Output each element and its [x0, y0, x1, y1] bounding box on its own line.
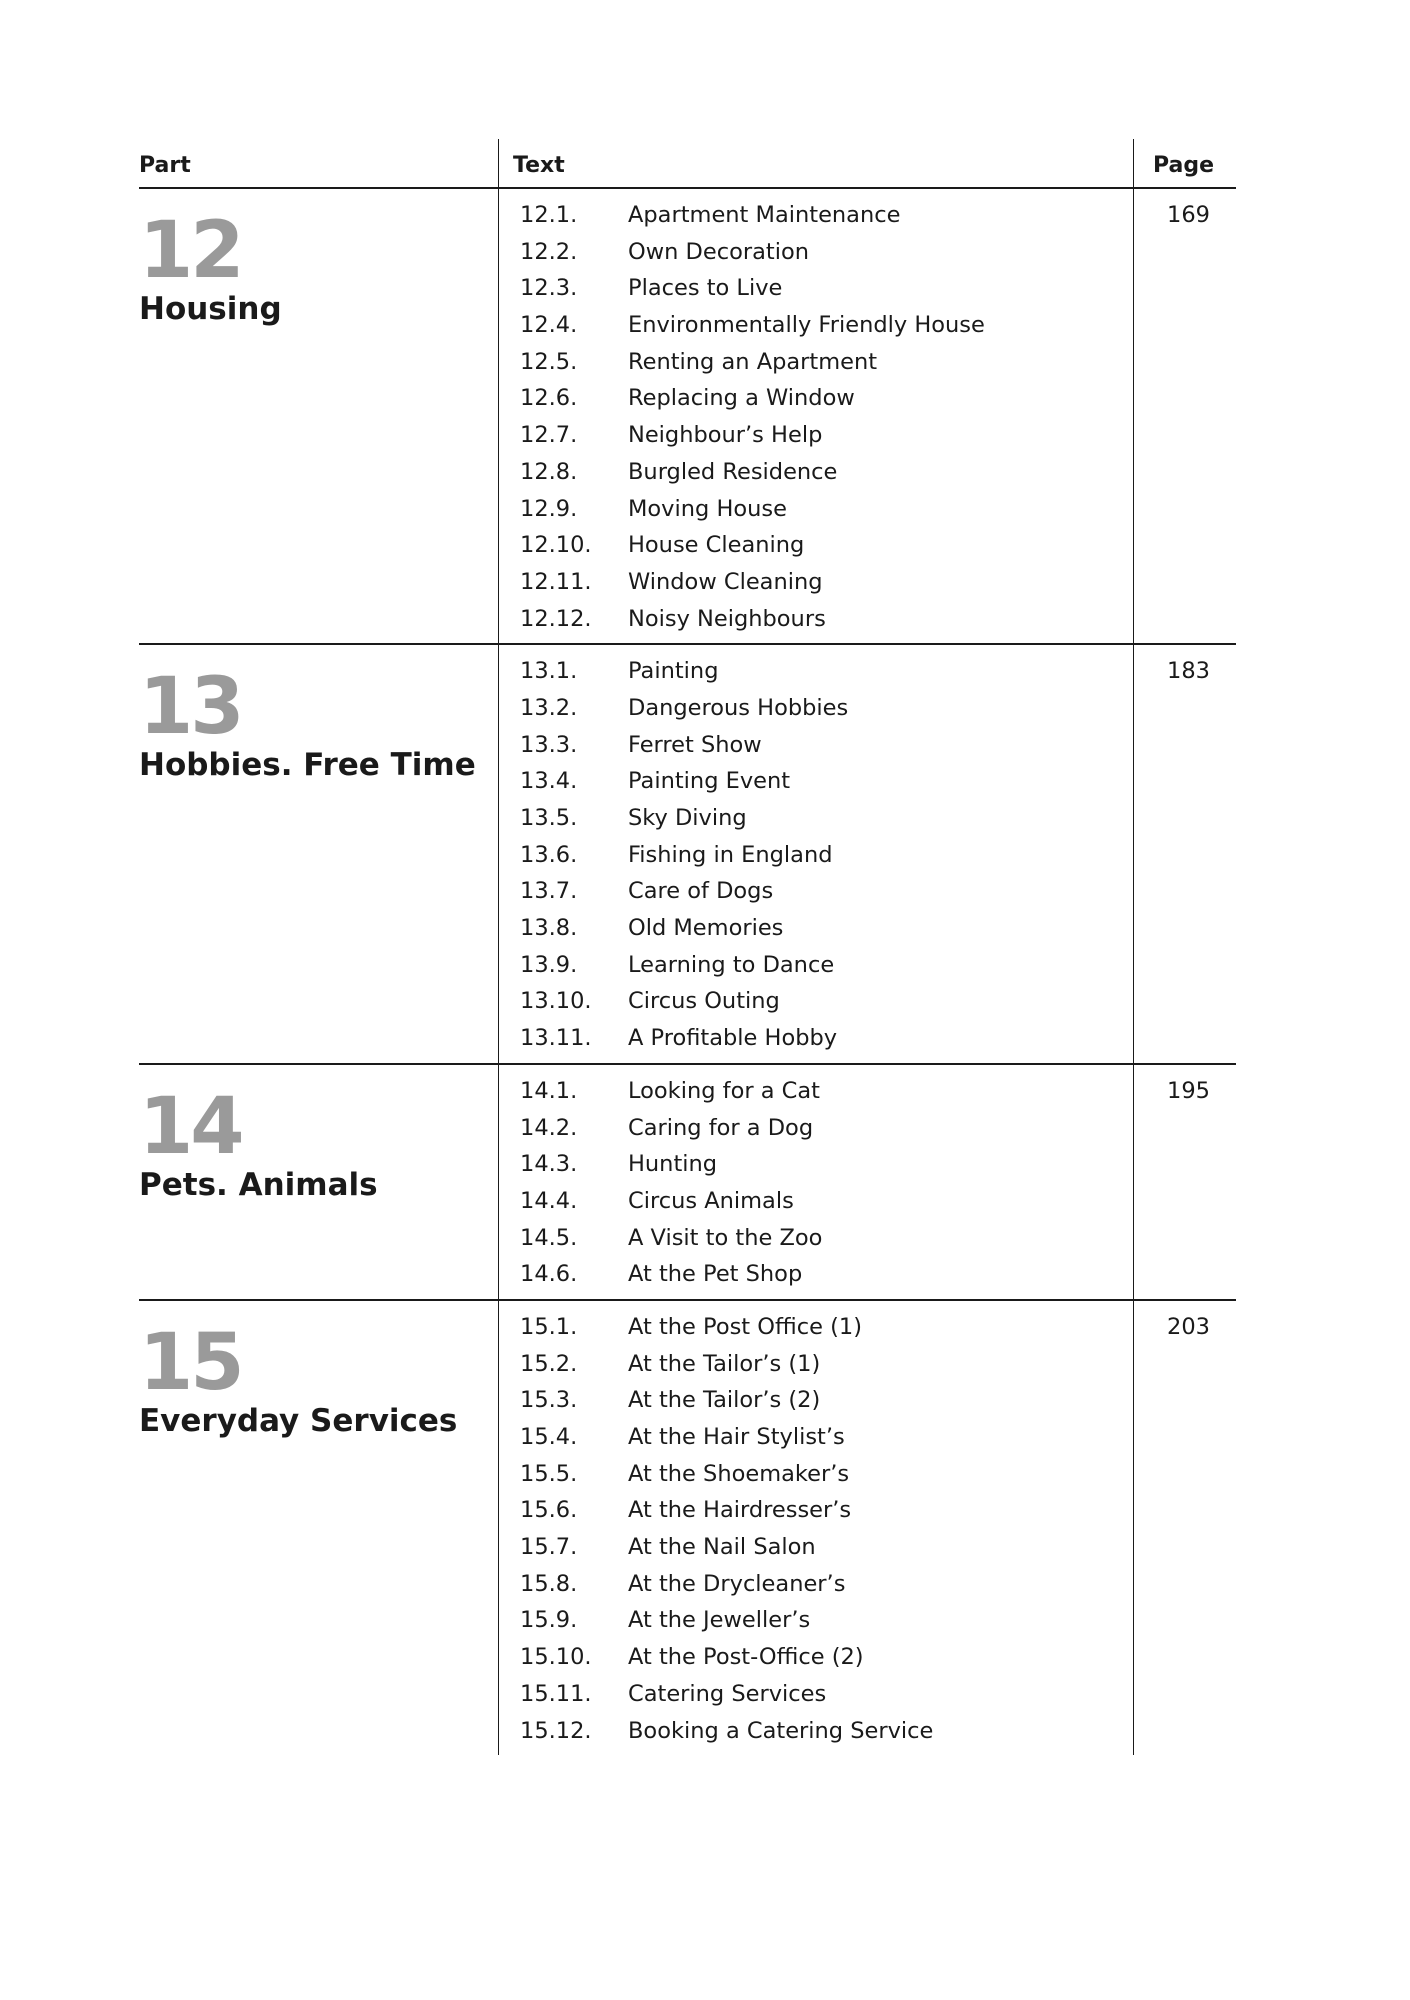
list-item — [499, 653, 1133, 690]
item-title: Noisy Neighbours — [628, 605, 826, 632]
item-title: House Cleaning — [628, 532, 805, 559]
list-item — [499, 983, 1133, 1020]
toc-header-row — [139, 139, 1236, 189]
item-title: Painting — [628, 658, 719, 685]
item-number: 12.4. — [520, 312, 578, 339]
text-cell — [498, 189, 1134, 643]
item-number: 15.2. — [520, 1350, 578, 1377]
item-title: At the Post-Office (2) — [628, 1644, 864, 1671]
part-number: 15 — [139, 1317, 242, 1408]
item-number: 13.4. — [520, 768, 578, 795]
list-item — [499, 1256, 1133, 1293]
part-number: 14 — [139, 1081, 242, 1172]
toc-section — [139, 189, 1236, 645]
part-title: Everyday Services — [139, 1402, 458, 1439]
list-item — [499, 873, 1133, 910]
item-title: Looking for a Cat — [628, 1077, 820, 1104]
item-number: 12.5. — [520, 348, 578, 375]
item-title: Environmentally Friendly House — [628, 312, 985, 339]
item-title: Hunting — [628, 1151, 718, 1178]
page-number: 203 — [1167, 1313, 1210, 1340]
item-title: At the Pet Shop — [628, 1261, 803, 1288]
item-number: 13.7. — [520, 878, 578, 905]
item-number: 15.7. — [520, 1534, 578, 1561]
list-item — [499, 1183, 1133, 1220]
list-item — [499, 344, 1133, 381]
item-number: 13.1. — [520, 658, 578, 685]
toc-sections — [139, 189, 1236, 1755]
list-item — [499, 1713, 1133, 1750]
header-text: Text — [498, 139, 1134, 187]
item-title: Own Decoration — [628, 238, 809, 265]
item-number: 12.1. — [520, 202, 578, 228]
item-number: 13.9. — [520, 951, 578, 978]
list-item — [499, 1492, 1133, 1529]
page-number: 195 — [1167, 1077, 1210, 1104]
item-title: Sky Diving — [628, 805, 747, 831]
item-number: 14.6. — [520, 1261, 578, 1288]
part-title: Hobbies. Free Time — [139, 747, 476, 784]
item-title: Renting an Apartment — [628, 348, 878, 375]
list-item — [499, 527, 1133, 564]
item-title: Places to Live — [628, 275, 783, 302]
part-title: Pets. Animals — [139, 1166, 378, 1203]
item-number: 15.1. — [520, 1313, 578, 1340]
list-item — [499, 601, 1133, 638]
item-number: 13.2. — [520, 694, 578, 721]
text-cell — [498, 645, 1134, 1063]
item-title: At the Post Office (1) — [628, 1313, 862, 1340]
item-title: Painting Event — [628, 768, 791, 795]
list-item — [499, 1676, 1133, 1713]
list-item — [499, 1419, 1133, 1456]
part-cell — [139, 189, 498, 643]
item-title: Booking a Catering Service — [628, 1717, 934, 1744]
item-title: At the Drycleaner’s — [628, 1570, 846, 1597]
list-item — [499, 417, 1133, 454]
part-cell — [139, 1301, 498, 1755]
item-title: At the Hair Stylist’s — [628, 1424, 845, 1450]
item-title: Burgled Residence — [628, 458, 838, 485]
list-item — [499, 727, 1133, 764]
item-number: 15.6. — [520, 1497, 578, 1524]
list-item — [499, 234, 1133, 271]
item-title: A Visit to the Zoo — [628, 1224, 823, 1251]
toc-section — [139, 1301, 1236, 1755]
page-number: 169 — [1167, 202, 1210, 228]
list-item — [499, 763, 1133, 800]
item-number: 13.5. — [520, 805, 578, 831]
item-number: 15.12. — [520, 1717, 592, 1744]
page-number: 183 — [1167, 658, 1210, 685]
part-number: 12 — [139, 206, 242, 296]
list-item — [499, 1073, 1133, 1110]
item-number: 12.9. — [520, 495, 578, 522]
item-number: 15.9. — [520, 1607, 578, 1634]
item-number: 15.4. — [520, 1424, 578, 1450]
item-number: 15.11. — [520, 1680, 592, 1707]
item-title: A Profitable Hobby — [628, 1025, 838, 1052]
item-title: Fishing in England — [628, 841, 833, 868]
list-item — [499, 1110, 1133, 1147]
item-number: 12.11. — [520, 568, 592, 595]
item-title: Neighbour’s Help — [628, 422, 823, 449]
item-number: 13.6. — [520, 841, 578, 868]
item-title: Circus Animals — [628, 1187, 794, 1214]
list-item — [499, 491, 1133, 528]
list-item — [499, 197, 1133, 234]
list-item — [499, 1146, 1133, 1183]
item-number: 12.7. — [520, 422, 578, 449]
item-title: Caring for a Dog — [628, 1114, 814, 1141]
list-item — [499, 307, 1133, 344]
item-number: 13.10. — [520, 988, 592, 1015]
item-title: Moving House — [628, 495, 787, 522]
item-title: Dangerous Hobbies — [628, 694, 849, 721]
item-title: Circus Outing — [628, 988, 780, 1015]
list-item — [499, 1566, 1133, 1603]
text-cell — [498, 1301, 1134, 1755]
item-number: 12.10. — [520, 532, 592, 559]
toc-section — [139, 645, 1236, 1065]
part-title: Housing — [139, 291, 282, 327]
item-number: 14.2. — [520, 1114, 578, 1141]
text-cell — [498, 1065, 1134, 1299]
item-title: Ferret Show — [628, 731, 762, 758]
list-item — [499, 454, 1133, 491]
list-item — [499, 1529, 1133, 1566]
list-item — [499, 800, 1133, 837]
item-title: Replacing a Window — [628, 385, 855, 412]
list-item — [499, 1382, 1133, 1419]
item-number: 15.5. — [520, 1460, 578, 1487]
item-title: Care of Dogs — [628, 878, 774, 905]
list-item — [499, 1309, 1133, 1346]
item-number: 12.12. — [520, 605, 592, 632]
list-item — [499, 1020, 1133, 1057]
item-number: 15.10. — [520, 1644, 592, 1671]
item-title: At the Jeweller’s — [628, 1607, 811, 1634]
item-title: Learning to Dance — [628, 951, 835, 978]
toc-section — [139, 1065, 1236, 1301]
item-number: 15.8. — [520, 1570, 578, 1597]
list-item — [499, 380, 1133, 417]
list-item — [499, 1639, 1133, 1676]
part-cell — [139, 645, 498, 1063]
part-number: 13 — [139, 662, 242, 753]
list-item — [499, 947, 1133, 984]
list-item — [499, 564, 1133, 601]
item-title: At the Hairdresser’s — [628, 1497, 852, 1524]
part-cell — [139, 1065, 498, 1299]
list-item — [499, 1456, 1133, 1493]
item-title: At the Tailor’s (2) — [628, 1387, 821, 1414]
item-number: 13.3. — [520, 731, 578, 758]
item-title: At the Nail Salon — [628, 1534, 816, 1561]
item-title: Apartment Maintenance — [628, 202, 901, 228]
item-number: 13.11. — [520, 1025, 592, 1052]
list-item — [499, 1602, 1133, 1639]
item-number: 14.5. — [520, 1224, 578, 1251]
list-item — [499, 270, 1133, 307]
item-number: 13.8. — [520, 915, 578, 942]
list-item — [499, 1220, 1133, 1257]
item-title: Window Cleaning — [628, 568, 823, 595]
item-number: 14.3. — [520, 1151, 578, 1178]
header-part: Part — [139, 153, 191, 178]
list-item — [499, 690, 1133, 727]
item-number: 15.3. — [520, 1387, 578, 1414]
list-item — [499, 837, 1133, 874]
list-item — [499, 1346, 1133, 1383]
list-item — [499, 910, 1133, 947]
item-title: Catering Services — [628, 1680, 827, 1707]
item-title: At the Tailor’s (1) — [628, 1350, 821, 1377]
item-number: 12.3. — [520, 275, 578, 302]
header-page: Page — [1152, 153, 1214, 178]
item-number: 14.1. — [520, 1077, 578, 1104]
table-of-contents — [139, 139, 1236, 1755]
item-number: 12.8. — [520, 458, 578, 485]
item-title: At the Shoemaker’s — [628, 1460, 850, 1487]
item-number: 12.2. — [520, 238, 578, 265]
item-number: 14.4. — [520, 1187, 578, 1214]
item-title: Old Memories — [628, 915, 784, 942]
item-number: 12.6. — [520, 385, 578, 412]
